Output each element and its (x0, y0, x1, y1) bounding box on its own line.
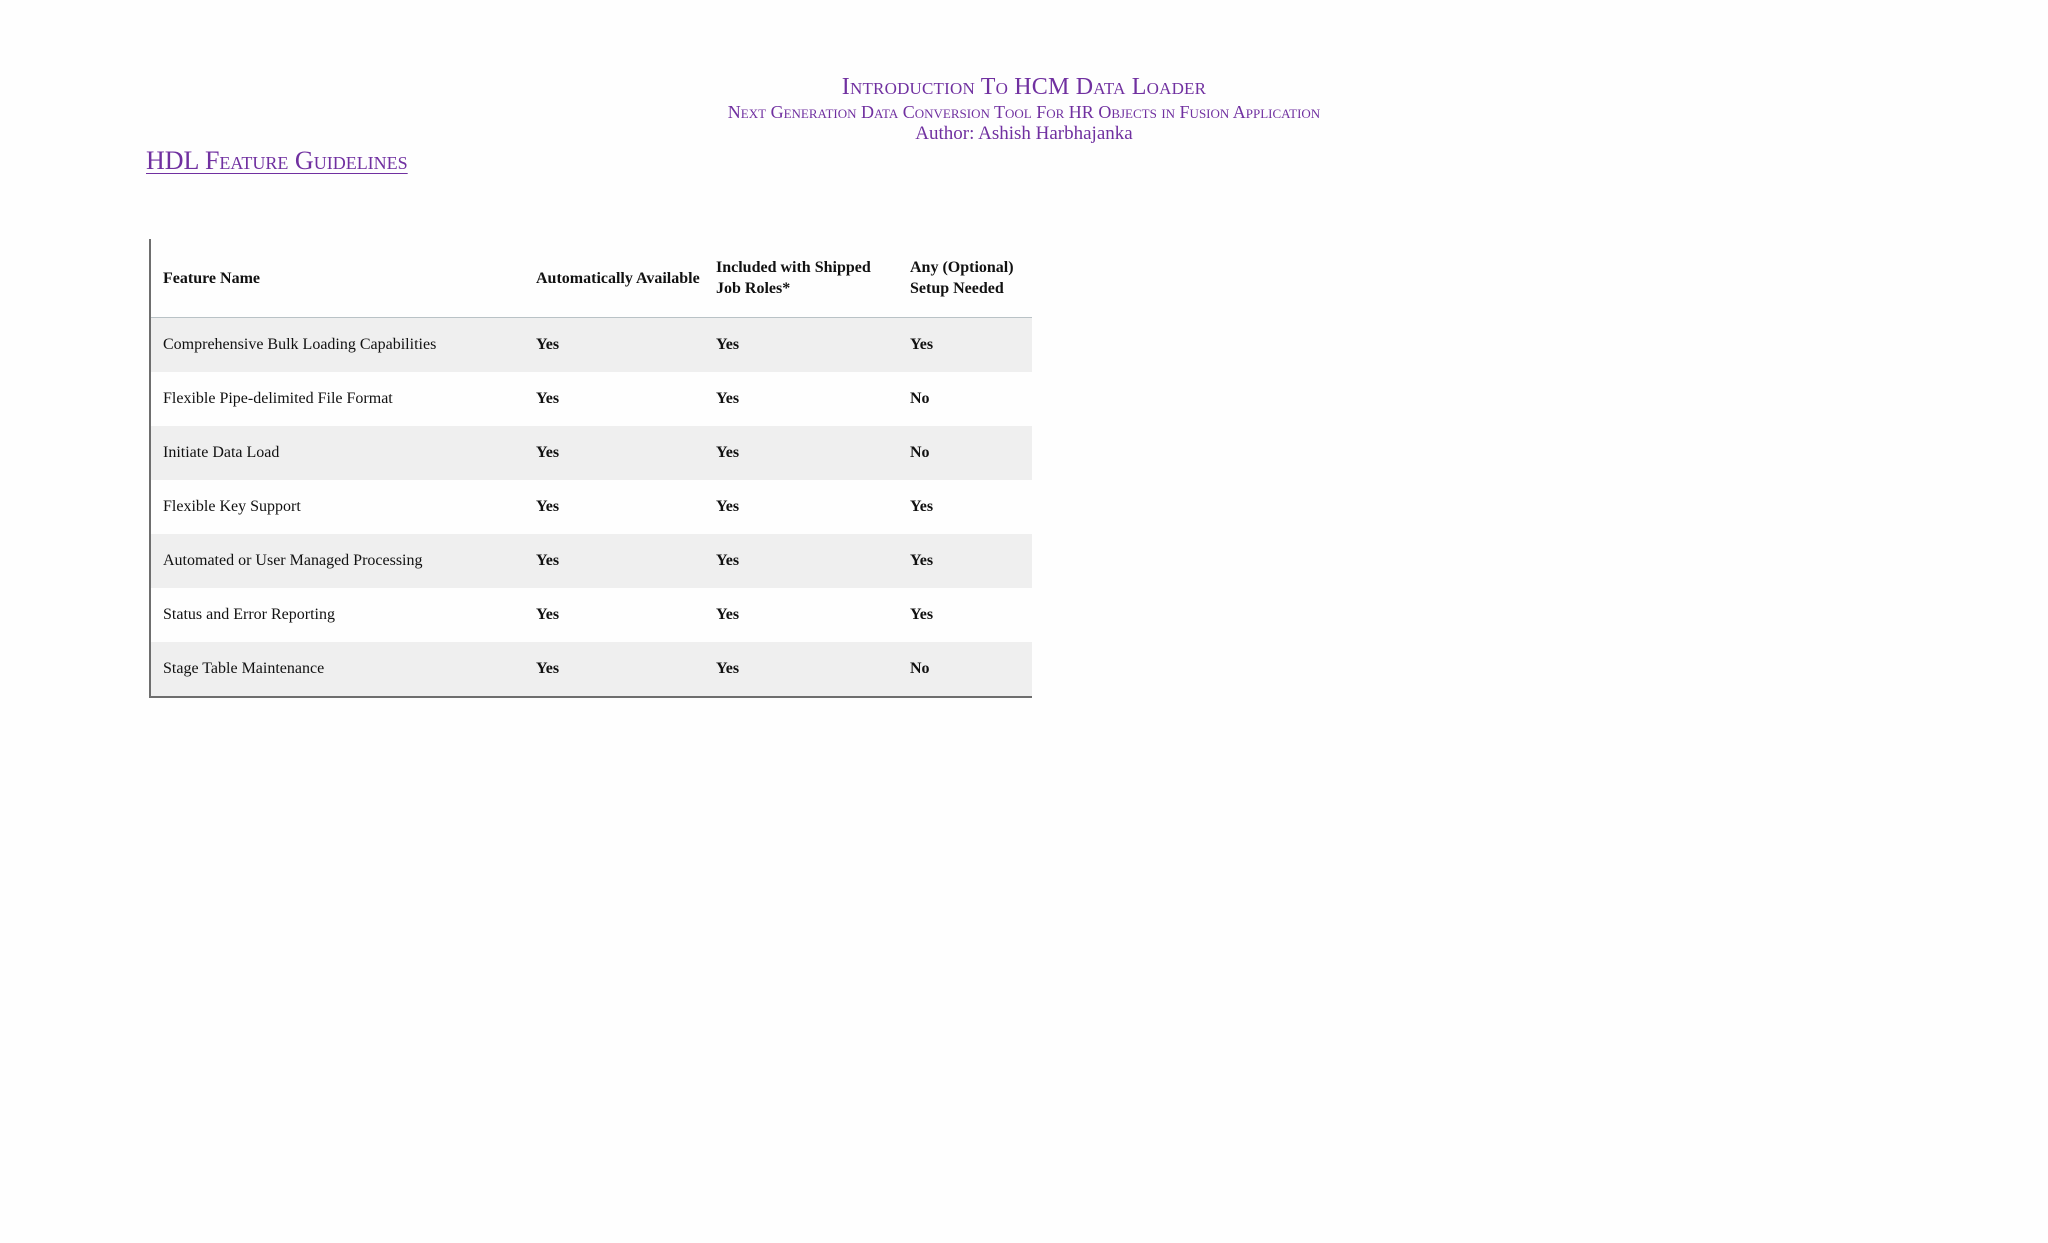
shipped-job-roles-cell: Yes (716, 498, 740, 515)
document-header (0, 72, 2048, 146)
automatically-available-cell: Yes (536, 660, 560, 677)
shipped-job-roles-cell: Yes (716, 336, 740, 353)
column-header-setup-needed: Any (Optional) Setup Needed (910, 259, 1014, 297)
automatically-available-cell: Yes (536, 444, 560, 461)
feature-name-cell: Flexible Key Support (163, 498, 301, 515)
feature-name-cell: Flexible Pipe-delimited File Format (163, 390, 393, 407)
table-row (151, 588, 1032, 642)
feature-name-cell: Comprehensive Bulk Loading Capabilities (163, 336, 437, 353)
document-subtitle: Next Generation Data Conversion Tool For HR Objects in Fusion Application (727, 102, 1321, 122)
feature-name-cell: Status and Error Reporting (163, 606, 335, 623)
automatically-available-cell: Yes (536, 336, 560, 353)
feature-name-cell: Automated or User Managed Processing (163, 552, 423, 569)
column-header-shipped-job-roles: Included with Shipped Job Roles* (716, 259, 871, 297)
automatically-available-cell: Yes (536, 552, 560, 569)
table-row (151, 642, 1032, 698)
shipped-job-roles-cell: Yes (716, 606, 740, 623)
shipped-job-roles-cell: Yes (716, 552, 740, 569)
shipped-job-roles-cell: Yes (716, 660, 740, 677)
table-header-row (151, 239, 1032, 318)
shipped-job-roles-cell: Yes (716, 390, 740, 407)
document-title: Introduction To HCM Data Loader (841, 74, 1207, 100)
feature-table (149, 239, 1032, 698)
automatically-available-cell: Yes (536, 498, 560, 515)
table-row (151, 372, 1032, 426)
table-row (151, 318, 1032, 372)
setup-needed-cell: Yes (910, 336, 934, 353)
setup-needed-cell: Yes (910, 498, 934, 515)
table-row (151, 534, 1032, 588)
feature-name-cell: Initiate Data Load (163, 444, 280, 461)
setup-needed-cell: Yes (910, 606, 934, 623)
document-author: Author: Ashish Harbhajanka (915, 123, 1133, 144)
column-header-automatically-available: Automatically Available (536, 269, 700, 287)
column-header-feature-name: Feature Name (163, 269, 260, 287)
setup-needed-cell: Yes (910, 552, 934, 569)
table-row (151, 480, 1032, 534)
automatically-available-cell: Yes (536, 390, 560, 407)
automatically-available-cell: Yes (536, 606, 560, 623)
feature-name-cell: Stage Table Maintenance (163, 660, 325, 677)
table-row (151, 426, 1032, 480)
setup-needed-cell: No (910, 444, 930, 461)
section-heading: HDL Feature Guidelines (146, 146, 408, 175)
setup-needed-cell: No (910, 660, 930, 677)
setup-needed-cell: No (910, 390, 930, 407)
shipped-job-roles-cell: Yes (716, 444, 740, 461)
